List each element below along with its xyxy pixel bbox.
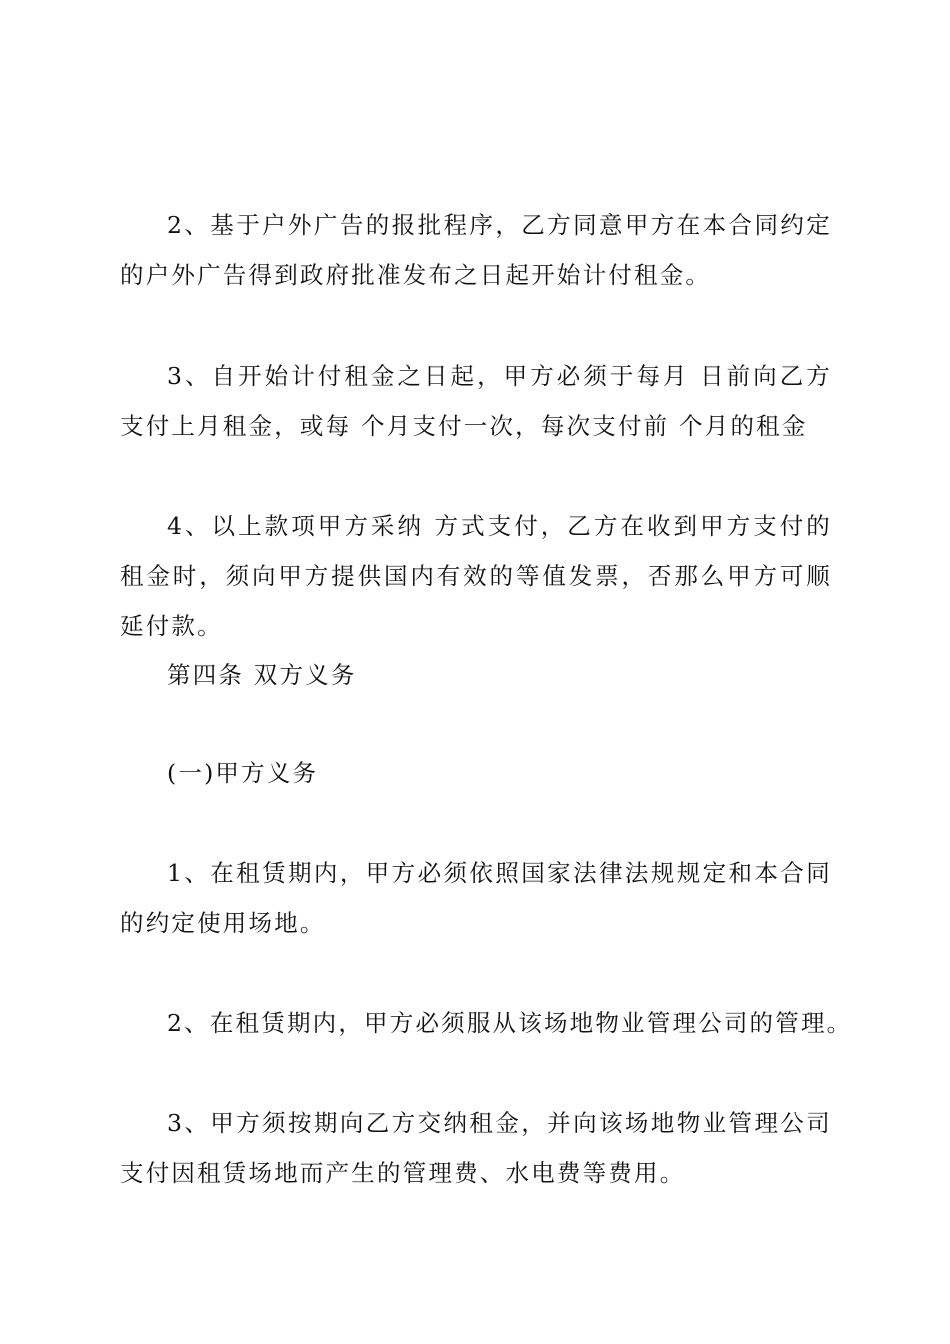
- paragraph-rent-payment-schedule: 3、自开始计付租金之日起，甲方必须于每月 日前向乙方支付上月租金，或每 个月支付一次，每次支付前 个月的租金: [120, 362, 832, 440]
- paragraph-rent-start-condition: 2、基于户外广告的报批程序，乙方同意甲方在本合同约定的户外广告得到政府批准发布之日起开始计付租金。: [120, 211, 832, 289]
- paragraph-obligation-1: 1、在租赁期内，甲方必须依照国家法律法规规定和本合同的约定使用场地。: [120, 859, 832, 937]
- section-heading-article-four: 第四条 双方义务: [167, 661, 357, 689]
- subsection-heading-party-a-obligations: (一)甲方义务: [167, 759, 319, 787]
- paragraph-obligation-3: 3、甲方须按期向乙方交纳租金，并向该场地物业管理公司支付因租赁场地而产生的管理费、水电费等费用。: [120, 1109, 832, 1187]
- paragraph-payment-method-invoice: 4、以上款项甲方采纳 方式支付，乙方在收到甲方支付的租金时，须向甲方提供国内有效的等值发票，否那么甲方可顺延付款。: [120, 512, 832, 640]
- paragraph-obligation-2: 2、在租赁期内，甲方必须服从该场地物业管理公司的管理。: [167, 1009, 853, 1037]
